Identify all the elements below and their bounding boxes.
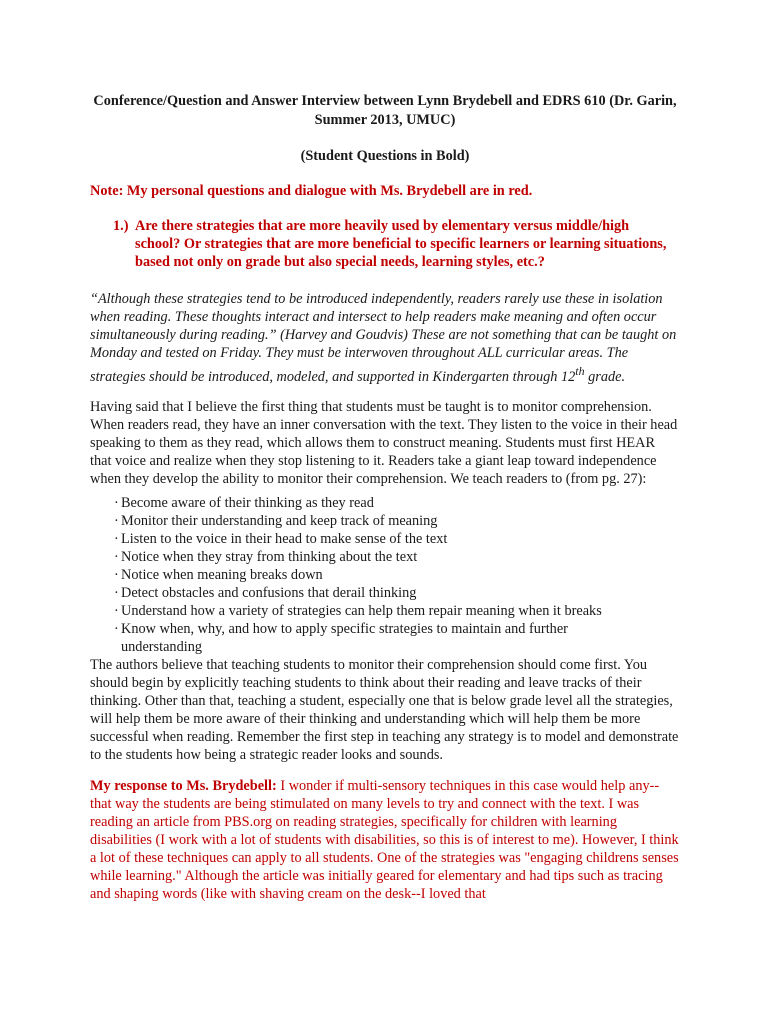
document-title: Conference/Question and Answer Interview between Lynn Brydebell and EDRS 610 (Dr. Garin, Summer 2013, UMUC) bbox=[93, 93, 677, 128]
list-item bbox=[114, 548, 680, 566]
bullet-dot: · bbox=[114, 584, 119, 601]
quote-text: “Although these strategies tend to be introduced independently, readers rarely use these in isolation when reading. These thoughts interact and intersect to help readers make meaning and often occur simultaneously during reading.” (Harvey and Goudvis) These are not something that can be taught on Monday and tested on Friday. They must be interwoven throughout ALL curricular areas. The strategies should be introduced, modeled, and supported in Kindergarten through 12 bbox=[90, 291, 677, 385]
list-item-text: Become aware of their thinking as they read bbox=[121, 494, 374, 511]
bullet-dot: · bbox=[114, 548, 119, 565]
response-text: I wonder if multi-sensory techniques in this case would help any--that way the students are being stimulated on many levels to try and connect with the text. I was reading an article from PBS.org on reading strategies, specifically for children with learning disabilities (I work with a lot of students with disabilities, so this is of interest to me). However, I think a lot of these techniques can apply to all students. One of the strategies was "engaging childrens senses while learning." Although the article was initially geared for elementary and had tips such as tracing and shaping words (like with shaving cream on the desk--I loved that bbox=[90, 777, 679, 902]
list-item-text: Listen to the voice in their head to make sense of the text bbox=[121, 530, 448, 547]
list-item bbox=[114, 530, 680, 548]
list-item-text: Notice when meaning breaks down bbox=[121, 566, 323, 583]
list-item bbox=[114, 566, 680, 584]
list-item bbox=[114, 494, 680, 512]
quote-superscript: th bbox=[575, 364, 585, 378]
bullet-dot: · bbox=[114, 602, 119, 619]
list-item-text: Know when, why, and how to apply specific strategies to maintain and further understanding bbox=[121, 620, 568, 655]
response-lead: My response to Ms. Brydebell: bbox=[90, 777, 277, 794]
bullet-list bbox=[114, 494, 680, 656]
red-note: Note: My personal questions and dialogue with Ms. Brydebell are in red. bbox=[90, 183, 533, 199]
bullet-dot: · bbox=[114, 620, 119, 637]
quote-tail: grade. bbox=[584, 368, 626, 385]
list-item bbox=[114, 512, 680, 530]
list-item bbox=[114, 602, 680, 620]
document-subtitle: (Student Questions in Bold) bbox=[300, 148, 470, 164]
list-item-text: Monitor their understanding and keep track of meaning bbox=[121, 512, 438, 529]
list-item-text: Notice when they stray from thinking about the text bbox=[121, 548, 418, 565]
response-paragraph bbox=[90, 777, 680, 903]
quote-paragraph bbox=[90, 290, 680, 386]
document-page bbox=[90, 92, 680, 903]
list-item-text: Understand how a variety of strategies can help them repair meaning when it breaks bbox=[121, 602, 602, 619]
paragraph-authors-believe: The authors believe that teaching students to monitor their comprehension should come first. You should begin by explicitly teaching students to think about their reading and leave tracks of their thinking. Other than that, teaching a student, especially one that is below grade level all the strategies, will help them be more aware of their thinking and understanding which will help them be more successful when reading. Remember the first step in teaching any strategy is to model and demonstrate to the students how being a strategic reader looks and sounds. bbox=[90, 656, 679, 763]
question-1 bbox=[113, 217, 680, 271]
paragraph-monitor-comprehension: Having said that I believe the first thing that students must be taught is to monitor comprehension. When readers read, they have an inner conversation with the text. They listen to the voice in their head speaking to them as they read, which allows them to construct meaning. Students must first HEAR that voice and realize when they stop listening to it. Readers take a giant leap toward independence when they develop the ability to monitor their comprehension. We teach readers to (from pg. 27): bbox=[90, 398, 678, 487]
list-item bbox=[114, 620, 680, 656]
bullet-dot: · bbox=[114, 512, 119, 529]
list-item bbox=[114, 584, 680, 602]
bullet-dot: · bbox=[114, 566, 119, 583]
list-item-text: Detect obstacles and confusions that derail thinking bbox=[121, 584, 417, 601]
bullet-dot: · bbox=[114, 530, 119, 547]
bullet-dot: · bbox=[114, 494, 119, 511]
question-text: Are there strategies that are more heavily used by elementary versus middle/high school? Or strategies that are more beneficial to specific learners or learning situations, based not only on grade but also special needs, learning styles, etc.? bbox=[135, 218, 667, 270]
question-number: 1.) bbox=[113, 218, 129, 234]
